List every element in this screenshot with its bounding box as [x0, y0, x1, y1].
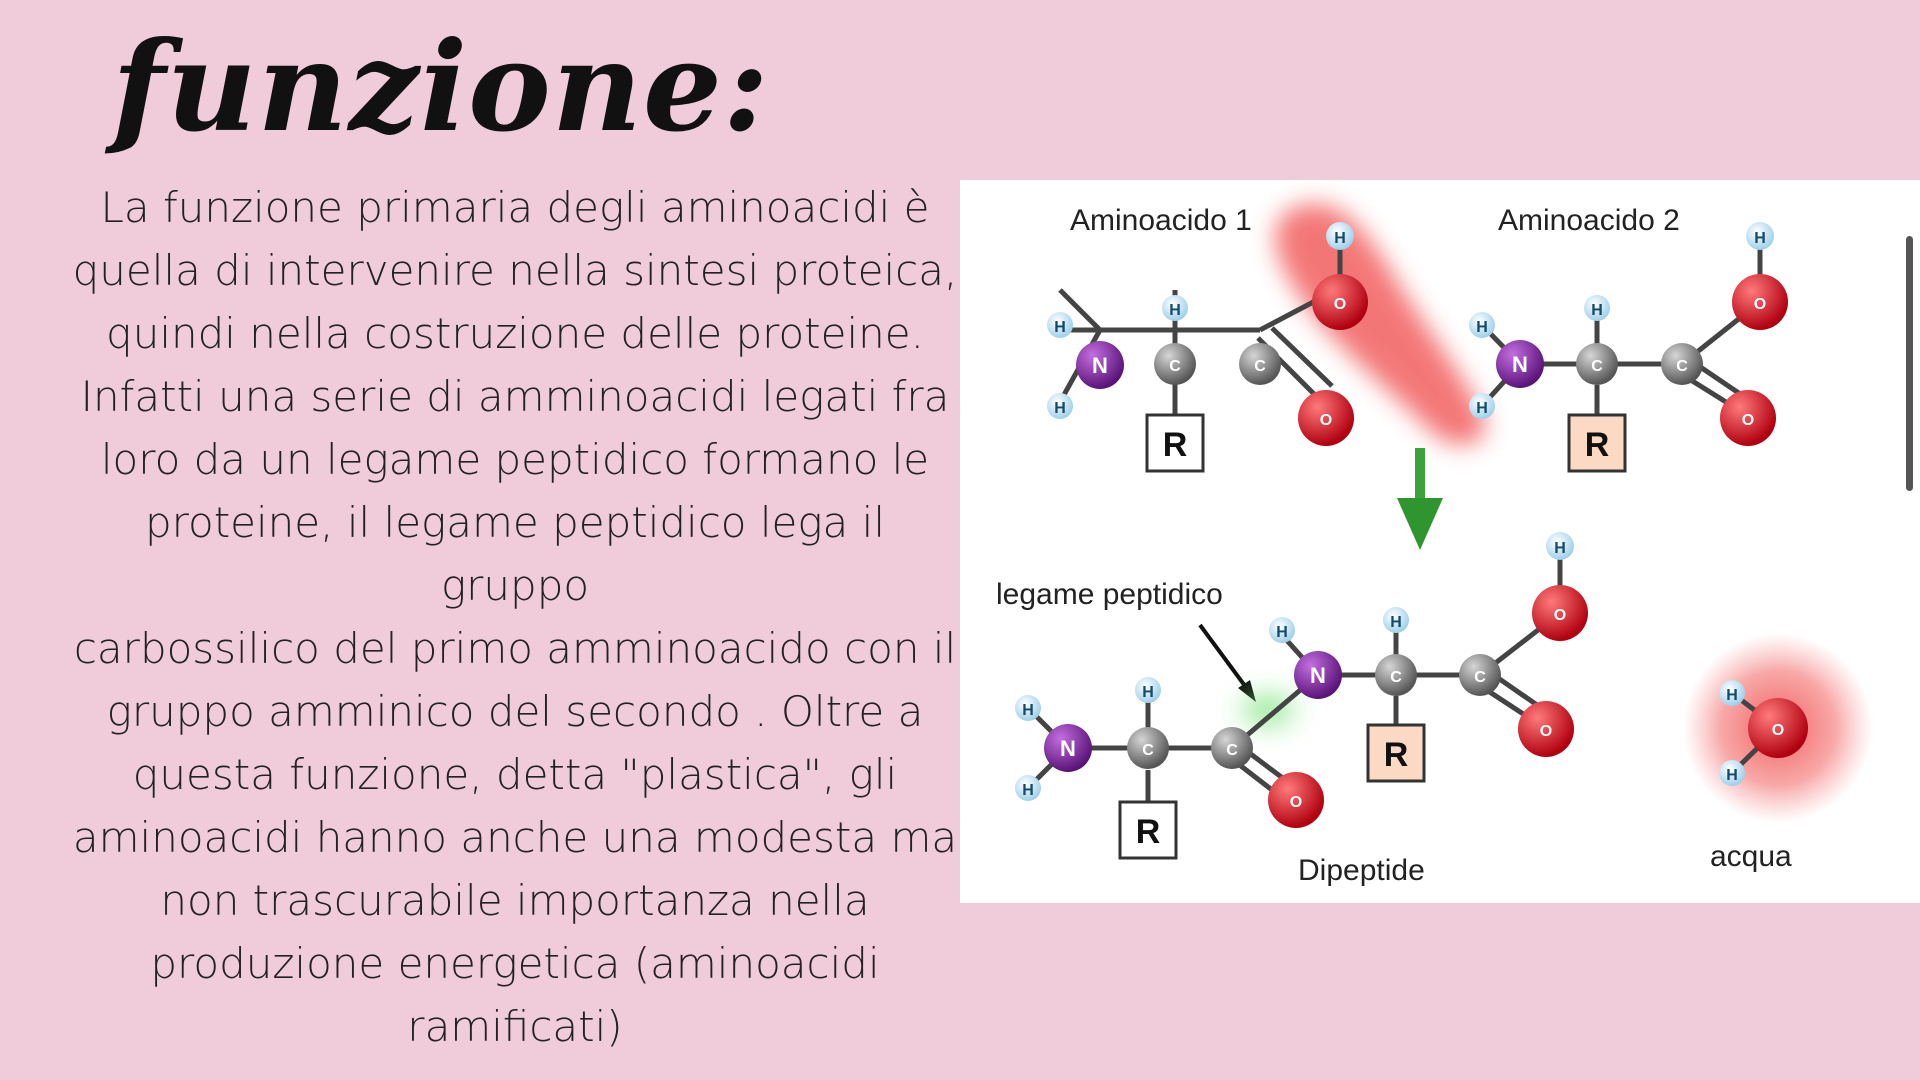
atom-label: O: [1289, 794, 1303, 811]
atom-label: O: [1741, 412, 1755, 429]
atom-label: H: [1726, 767, 1738, 784]
atom-label: H: [1022, 702, 1034, 719]
body-line: questa funzione, detta "plastica", gli: [132, 750, 898, 799]
body-line: quella di intervenire nella sintesi proteica,: [72, 246, 958, 295]
atom-label: C: [1474, 669, 1486, 686]
atom-label: H: [1276, 624, 1288, 641]
atom-label: O: [1539, 723, 1553, 740]
atom-label: C: [1390, 669, 1402, 686]
body-paragraph: [70, 176, 960, 1058]
atom-label: H: [1054, 400, 1066, 417]
label-aminoacid-2: Aminoacido 2: [1498, 204, 1680, 237]
peptide-bond-diagram: [960, 180, 1920, 903]
atom-label: H: [1142, 684, 1154, 701]
body-line: non trascurabile importanza nella: [160, 876, 870, 925]
atom-label: N: [1092, 353, 1108, 378]
body-line: gruppo amminico del secondo . Oltre a: [106, 687, 924, 736]
atom-label: C: [1226, 742, 1238, 759]
body-line: loro da un legame peptidico formano le: [100, 435, 930, 484]
atom-label: H: [1390, 614, 1402, 631]
atom-label: H: [1476, 400, 1488, 417]
body-line: ramificati): [407, 1002, 623, 1051]
atom-label: N: [1060, 736, 1076, 761]
body-line: quindi nella costruzione delle proteine.: [106, 309, 924, 358]
label-peptide-bond: legame peptidico: [996, 578, 1223, 611]
atom-label: N: [1512, 352, 1528, 377]
label-dipeptide: Dipeptide: [1298, 854, 1425, 887]
atom-label: H: [1754, 230, 1766, 247]
atom-label: H: [1334, 230, 1346, 247]
body-line: La funzione primaria degli aminoacidi è: [100, 183, 930, 232]
atom-label: H: [1591, 302, 1603, 319]
scrollbar[interactable]: [1906, 236, 1913, 491]
body-line: Infatti una serie di amminoacidi legati fra: [80, 372, 950, 421]
slide-title: funzione:: [112, 15, 770, 160]
atom-label: H: [1726, 687, 1738, 704]
atom-label: N: [1310, 663, 1326, 688]
body-line: aminoacidi hanno anche una modesta ma: [72, 813, 958, 862]
atom-label: C: [1169, 358, 1181, 375]
r-group-label: R: [1383, 736, 1409, 774]
aminoacid-2: [1482, 236, 1760, 415]
atom-label: O: [1319, 412, 1333, 429]
body-line: carbossilico del primo amminoacido con il: [73, 624, 957, 673]
body-line: produzione energetica (aminoacidi: [150, 939, 880, 988]
atom-label: H: [1554, 540, 1566, 557]
label-water: acqua: [1710, 840, 1792, 873]
body-line: proteine, il legame peptidico lega il gruppo: [145, 498, 885, 610]
atom-label: C: [1142, 742, 1154, 759]
r-group-label: R: [1135, 813, 1161, 851]
atom-label: C: [1676, 358, 1688, 375]
atom-label: C: [1254, 358, 1266, 375]
water-molecule: [1683, 633, 1873, 823]
atom-label: O: [1771, 722, 1785, 739]
atom-label: C: [1591, 358, 1603, 375]
atom-label: H: [1169, 302, 1181, 319]
atom-label: H: [1476, 319, 1488, 336]
aminoacid-2-atoms: [1469, 222, 1788, 471]
atom-label: O: [1553, 607, 1567, 624]
atom-label: H: [1054, 319, 1066, 336]
atom-label: H: [1022, 782, 1034, 799]
atom-label: O: [1753, 296, 1767, 313]
reaction-arrow: [1397, 448, 1443, 550]
r-group-label: R: [1584, 426, 1610, 464]
r-group-label: R: [1162, 426, 1188, 464]
label-aminoacid-1: Aminoacido 1: [1070, 204, 1252, 237]
atom-label: O: [1333, 296, 1347, 313]
diagram-svg: [960, 180, 1920, 903]
